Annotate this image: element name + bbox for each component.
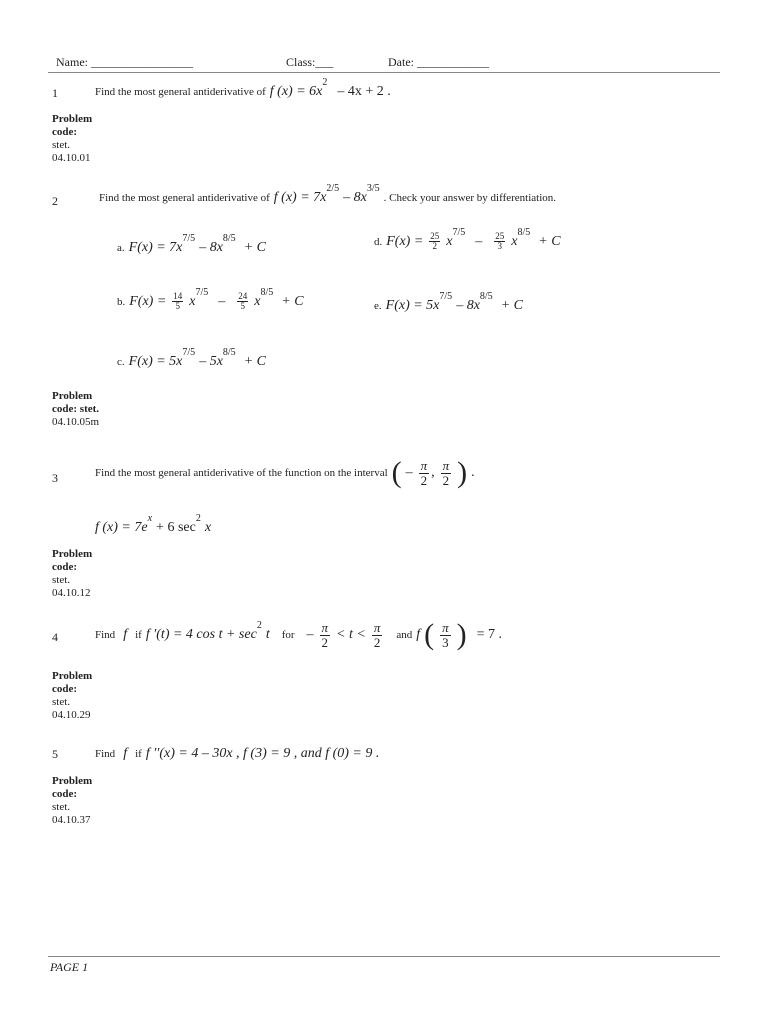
interval-dot: .: [471, 465, 475, 480]
problem-code-1-label2: code:: [52, 126, 78, 138]
question-3-exp2: 2: [195, 513, 201, 524]
question-4-prompt: [95, 618, 502, 652]
option-e[interactable]: [374, 291, 523, 314]
question-2-exp1: 2/5: [326, 183, 340, 194]
q4-t: t: [265, 627, 270, 642]
option-e-mid: – 8x: [456, 298, 480, 313]
question-1-text: Find the most general antiderivative of: [95, 86, 266, 98]
question-3-mid: + 6 sec: [156, 520, 196, 535]
header-rule: [48, 72, 720, 73]
q5-if: if: [135, 748, 142, 760]
q4-f2: f: [416, 627, 421, 642]
question-3-function: [95, 513, 212, 536]
option-e-exp2: 8/5: [479, 291, 493, 302]
q5-equation: f ′′(x) = 4 – 30x , f (3) = 9 , and f (0) = 9 .: [145, 746, 380, 761]
option-b-frac1: $\frac{14}{5}$: [173, 291, 183, 311]
question-5-number: 5: [52, 747, 58, 761]
q4-arg-frac: $\frac{\pi}{3}$: [442, 619, 449, 650]
problem-code-2-id: 04.10.05m: [52, 416, 100, 428]
option-a-function: F(x) = 7x: [128, 240, 183, 255]
q4-exp: 2: [256, 619, 262, 631]
option-b-minus: –: [218, 294, 226, 310]
problem-code-4-label: Problem: [52, 670, 93, 682]
question-4-number: 4: [52, 630, 58, 644]
problem-code-4: [52, 670, 92, 722]
option-a-end: + C: [243, 240, 266, 255]
problem-code-4-id: 04.10.29: [52, 709, 91, 721]
option-d-x2: x: [511, 234, 518, 250]
option-b-x1: x: [189, 294, 196, 310]
option-d-minus: –: [475, 234, 483, 250]
problem-code-2-label2: code: stet.: [52, 403, 100, 415]
problem-code-4-set: stet.: [52, 696, 71, 708]
option-c-exp2: 8/5: [222, 347, 236, 358]
q4-left-frac: $\frac{\pi}{2}$: [321, 619, 329, 650]
q4-close-paren: ): [456, 618, 467, 651]
problem-code-3-id: 04.10.12: [52, 587, 91, 599]
date-field: Date: ____________: [388, 55, 489, 69]
option-d-prefix: d.: [374, 236, 383, 249]
option-d-frac2: $\frac{25}{3}$: [495, 231, 505, 251]
problem-code-2-label: Problem: [52, 390, 93, 402]
problem-code-5-set: stet.: [52, 801, 71, 813]
problem-code-3-set: stet.: [52, 574, 71, 586]
q5-f: f: [123, 746, 128, 761]
problem-code-5-label: Problem: [52, 775, 93, 787]
question-3-fx: f (x) = 7e: [95, 520, 148, 535]
interval-minus: –: [405, 465, 413, 480]
option-e-exp1: 7/5: [439, 291, 453, 302]
option-c-function: F(x) = 5x: [128, 354, 183, 369]
option-d-function: F(x) =: [386, 234, 424, 250]
option-b-end: + C: [281, 294, 304, 310]
question-1-number: 1: [52, 86, 58, 100]
problem-code-3-label2: code:: [52, 561, 78, 573]
option-c-exp1: 7/5: [182, 347, 196, 358]
question-3-prompt: [95, 456, 475, 490]
question-3-end: x: [204, 520, 212, 535]
q4-find: Find: [95, 629, 116, 641]
option-d-end: + C: [538, 234, 561, 250]
q4-derivative: f ′(t) = 4 cos t + sec: [145, 627, 257, 642]
option-b-x2: x: [254, 294, 261, 310]
problem-code-1-label: Problem: [52, 113, 93, 125]
option-e-end: + C: [500, 298, 523, 313]
option-a-exp1: 7/5: [182, 233, 196, 244]
q4-if: if: [135, 629, 142, 641]
option-b-prefix: b.: [117, 296, 126, 309]
question-2-mid: – 8x: [343, 190, 367, 205]
problem-code-5: [52, 775, 92, 827]
q4-and: and: [396, 629, 413, 641]
problem-code-5-label2: code:: [52, 788, 78, 800]
question-1-rest: – 4x + 2 .: [337, 84, 391, 99]
q4-minus: –: [306, 627, 314, 642]
q5-find: Find: [95, 748, 116, 760]
option-c-prefix: c.: [117, 356, 125, 368]
option-b-exp1: 7/5: [195, 287, 209, 299]
option-d-x1: x: [446, 234, 453, 250]
name-field: Name: _________________: [56, 55, 193, 69]
option-b-frac2: $\frac{24}{5}$: [238, 291, 248, 311]
interval-right-frac: $\frac{\pi}{2}$: [442, 457, 450, 488]
option-a[interactable]: [117, 233, 266, 256]
open-paren: (: [391, 456, 402, 489]
page-number: PAGE 1: [50, 960, 89, 974]
option-c[interactable]: [117, 347, 266, 370]
problem-code-3: [52, 548, 92, 600]
question-5-prompt: [95, 744, 379, 762]
question-1-exponent: 2: [322, 77, 328, 88]
problem-code-3-label: Problem: [52, 548, 93, 560]
interval-comma: ,: [431, 465, 435, 480]
option-d[interactable]: [374, 227, 561, 251]
option-c-mid: – 5x: [199, 354, 223, 369]
option-b-exp2: 8/5: [260, 287, 274, 299]
q4-f: f: [123, 627, 128, 642]
problem-code-1-set: stet.: [52, 139, 71, 151]
problem-code-1-id: 04.10.01: [52, 152, 91, 164]
q4-open-paren: (: [424, 618, 435, 651]
option-a-exp2: 8/5: [222, 233, 236, 244]
class-field: Class:___: [286, 55, 334, 69]
option-c-end: + C: [243, 354, 266, 369]
question-3-text: Find the most general antiderivative of the function on the interval: [95, 467, 388, 479]
option-b[interactable]: [117, 287, 304, 311]
question-2-text: Find the most general antiderivative of: [99, 192, 270, 204]
q4-lt: < t <: [336, 627, 366, 642]
question-2-tail: . Check your answer by differentiation.: [383, 192, 557, 204]
close-paren: ): [457, 456, 468, 489]
problem-code-4-label2: code:: [52, 683, 78, 695]
option-d-exp2: 8/5: [517, 227, 531, 239]
option-b-function: F(x) =: [129, 294, 167, 310]
option-a-prefix: a.: [117, 242, 125, 254]
q4-for: for: [281, 629, 295, 641]
question-2-exp2: 3/5: [366, 183, 380, 194]
interval-left-frac: $\frac{\pi}{2}$: [420, 457, 428, 488]
option-d-exp1: 7/5: [452, 227, 466, 239]
footer-rule: [48, 956, 720, 957]
problem-code-2: [52, 390, 99, 429]
q4-right-frac: $\frac{\pi}{2}$: [373, 619, 381, 650]
option-a-mid: – 8x: [199, 240, 223, 255]
question-3-exp: x: [147, 513, 153, 524]
problem-code-5-id: 04.10.37: [52, 814, 91, 826]
option-e-function: F(x) = 5x: [385, 298, 440, 313]
question-2-prompt: [99, 183, 557, 206]
option-d-frac1: $\frac{25}{2}$: [430, 231, 440, 251]
question-2-number: 2: [52, 194, 58, 208]
q4-eq: = 7 .: [476, 627, 503, 642]
question-3-number: 3: [52, 471, 58, 485]
problem-code-1: [52, 113, 92, 165]
question-1-prompt: [95, 77, 391, 100]
question-1-function: f (x) = 6x: [269, 84, 323, 99]
option-e-prefix: e.: [374, 300, 382, 312]
question-2-function: f (x) = 7x: [273, 190, 327, 205]
